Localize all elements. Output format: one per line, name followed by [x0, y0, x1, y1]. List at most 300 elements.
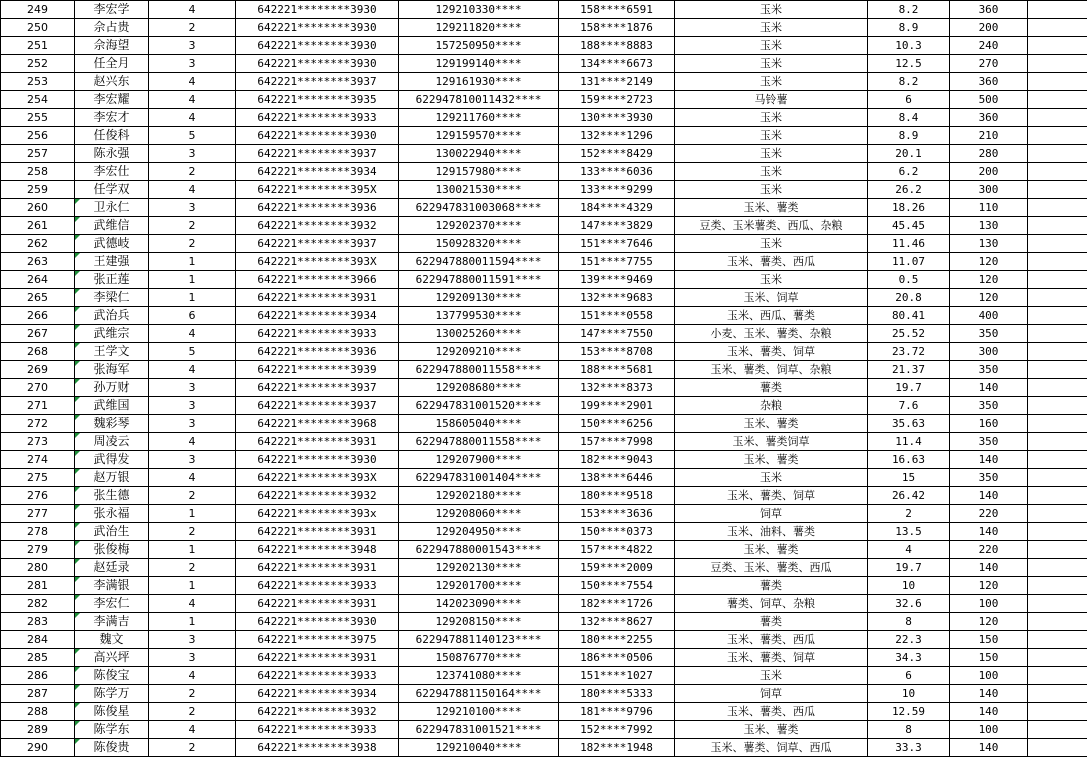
- crop-types-cell[interactable]: [675, 559, 868, 577]
- subsidy-amount-cell[interactable]: [950, 559, 1028, 577]
- planting-area-cell[interactable]: [868, 55, 950, 73]
- crop-types-cell[interactable]: [675, 73, 868, 91]
- id-number-cell[interactable]: [236, 271, 399, 289]
- empty-cell-cell[interactable]: [1028, 325, 1087, 343]
- subsidy-amount-cell[interactable]: [950, 343, 1028, 361]
- household-size-cell[interactable]: [149, 541, 236, 559]
- phone-number-cell[interactable]: [559, 55, 675, 73]
- empty-cell-cell[interactable]: [1028, 307, 1087, 325]
- bank-account-cell[interactable]: [399, 163, 559, 181]
- id-number-cell[interactable]: [236, 541, 399, 559]
- crop-types-cell[interactable]: [675, 415, 868, 433]
- empty-cell-cell[interactable]: [1028, 73, 1087, 91]
- phone-number-cell[interactable]: [559, 433, 675, 451]
- id-number-cell[interactable]: [236, 91, 399, 109]
- household-size-cell[interactable]: [149, 523, 236, 541]
- id-number-cell[interactable]: [236, 667, 399, 685]
- subsidy-amount-cell[interactable]: [950, 613, 1028, 631]
- bank-account-cell[interactable]: [399, 667, 559, 685]
- empty-cell-cell[interactable]: [1028, 91, 1087, 109]
- household-size-cell[interactable]: [149, 721, 236, 739]
- empty-cell-cell[interactable]: [1028, 163, 1087, 181]
- subsidy-amount-cell[interactable]: [950, 649, 1028, 667]
- id-number-cell[interactable]: [236, 343, 399, 361]
- id-number-cell[interactable]: [236, 469, 399, 487]
- empty-cell-cell[interactable]: [1028, 253, 1087, 271]
- bank-account-cell[interactable]: [399, 397, 559, 415]
- planting-area-cell[interactable]: [868, 613, 950, 631]
- farmer-name-cell[interactable]: [75, 199, 149, 217]
- crop-types-cell[interactable]: [675, 613, 868, 631]
- planting-area-cell[interactable]: [868, 199, 950, 217]
- farmer-name-cell[interactable]: [75, 253, 149, 271]
- crop-types-cell[interactable]: [675, 19, 868, 37]
- id-number-cell[interactable]: [236, 595, 399, 613]
- row-number-cell[interactable]: [1, 523, 75, 541]
- household-size-cell[interactable]: [149, 271, 236, 289]
- farmer-name-cell[interactable]: [75, 271, 149, 289]
- household-size-cell[interactable]: [149, 73, 236, 91]
- household-size-cell[interactable]: [149, 613, 236, 631]
- household-size-cell[interactable]: [149, 181, 236, 199]
- id-number-cell[interactable]: [236, 163, 399, 181]
- planting-area-cell[interactable]: [868, 37, 950, 55]
- id-number-cell[interactable]: [236, 451, 399, 469]
- empty-cell-cell[interactable]: [1028, 469, 1087, 487]
- farmer-name-cell[interactable]: [75, 631, 149, 649]
- phone-number-cell[interactable]: [559, 631, 675, 649]
- subsidy-amount-cell[interactable]: [950, 1, 1028, 19]
- farmer-name-cell[interactable]: [75, 1, 149, 19]
- farmer-name-cell[interactable]: [75, 649, 149, 667]
- empty-cell-cell[interactable]: [1028, 343, 1087, 361]
- row-number-cell[interactable]: [1, 343, 75, 361]
- crop-types-cell[interactable]: [675, 451, 868, 469]
- planting-area-cell[interactable]: [868, 235, 950, 253]
- empty-cell-cell[interactable]: [1028, 289, 1087, 307]
- subsidy-amount-cell[interactable]: [950, 181, 1028, 199]
- crop-types-cell[interactable]: [675, 307, 868, 325]
- crop-types-cell[interactable]: [675, 343, 868, 361]
- empty-cell-cell[interactable]: [1028, 415, 1087, 433]
- empty-cell-cell[interactable]: [1028, 397, 1087, 415]
- bank-account-cell[interactable]: [399, 577, 559, 595]
- planting-area-cell[interactable]: [868, 91, 950, 109]
- phone-number-cell[interactable]: [559, 469, 675, 487]
- id-number-cell[interactable]: [236, 415, 399, 433]
- phone-number-cell[interactable]: [559, 667, 675, 685]
- bank-account-cell[interactable]: [399, 307, 559, 325]
- phone-number-cell[interactable]: [559, 19, 675, 37]
- row-number-cell[interactable]: [1, 181, 75, 199]
- bank-account-cell[interactable]: [399, 451, 559, 469]
- crop-types-cell[interactable]: [675, 667, 868, 685]
- phone-number-cell[interactable]: [559, 253, 675, 271]
- subsidy-amount-cell[interactable]: [950, 55, 1028, 73]
- row-number-cell[interactable]: [1, 667, 75, 685]
- crop-types-cell[interactable]: [675, 163, 868, 181]
- subsidy-amount-cell[interactable]: [950, 721, 1028, 739]
- subsidy-amount-cell[interactable]: [950, 415, 1028, 433]
- farmer-name-cell[interactable]: [75, 721, 149, 739]
- phone-number-cell[interactable]: [559, 487, 675, 505]
- crop-types-cell[interactable]: [675, 109, 868, 127]
- phone-number-cell[interactable]: [559, 451, 675, 469]
- empty-cell-cell[interactable]: [1028, 685, 1087, 703]
- crop-types-cell[interactable]: [675, 577, 868, 595]
- farmer-name-cell[interactable]: [75, 541, 149, 559]
- id-number-cell[interactable]: [236, 433, 399, 451]
- empty-cell-cell[interactable]: [1028, 361, 1087, 379]
- bank-account-cell[interactable]: [399, 55, 559, 73]
- row-number-cell[interactable]: [1, 649, 75, 667]
- id-number-cell[interactable]: [236, 325, 399, 343]
- id-number-cell[interactable]: [236, 739, 399, 757]
- crop-types-cell[interactable]: [675, 199, 868, 217]
- planting-area-cell[interactable]: [868, 505, 950, 523]
- phone-number-cell[interactable]: [559, 181, 675, 199]
- row-number-cell[interactable]: [1, 379, 75, 397]
- subsidy-amount-cell[interactable]: [950, 739, 1028, 757]
- bank-account-cell[interactable]: [399, 379, 559, 397]
- bank-account-cell[interactable]: [399, 73, 559, 91]
- id-number-cell[interactable]: [236, 109, 399, 127]
- phone-number-cell[interactable]: [559, 307, 675, 325]
- row-number-cell[interactable]: [1, 451, 75, 469]
- phone-number-cell[interactable]: [559, 523, 675, 541]
- planting-area-cell[interactable]: [868, 451, 950, 469]
- empty-cell-cell[interactable]: [1028, 379, 1087, 397]
- subsidy-amount-cell[interactable]: [950, 73, 1028, 91]
- farmer-name-cell[interactable]: [75, 379, 149, 397]
- row-number-cell[interactable]: [1, 595, 75, 613]
- id-number-cell[interactable]: [236, 37, 399, 55]
- planting-area-cell[interactable]: [868, 721, 950, 739]
- crop-types-cell[interactable]: [675, 1, 868, 19]
- row-number-cell[interactable]: [1, 487, 75, 505]
- id-number-cell[interactable]: [236, 487, 399, 505]
- crop-types-cell[interactable]: [675, 703, 868, 721]
- farmer-name-cell[interactable]: [75, 181, 149, 199]
- phone-number-cell[interactable]: [559, 271, 675, 289]
- phone-number-cell[interactable]: [559, 109, 675, 127]
- household-size-cell[interactable]: [149, 109, 236, 127]
- crop-types-cell[interactable]: [675, 55, 868, 73]
- crop-types-cell[interactable]: [675, 541, 868, 559]
- planting-area-cell[interactable]: [868, 379, 950, 397]
- crop-types-cell[interactable]: [675, 685, 868, 703]
- empty-cell-cell[interactable]: [1028, 235, 1087, 253]
- empty-cell-cell[interactable]: [1028, 199, 1087, 217]
- phone-number-cell[interactable]: [559, 379, 675, 397]
- bank-account-cell[interactable]: [399, 217, 559, 235]
- planting-area-cell[interactable]: [868, 361, 950, 379]
- planting-area-cell[interactable]: [868, 343, 950, 361]
- household-size-cell[interactable]: [149, 37, 236, 55]
- bank-account-cell[interactable]: [399, 127, 559, 145]
- crop-types-cell[interactable]: [675, 469, 868, 487]
- farmer-name-cell[interactable]: [75, 343, 149, 361]
- farmer-name-cell[interactable]: [75, 523, 149, 541]
- row-number-cell[interactable]: [1, 469, 75, 487]
- empty-cell-cell[interactable]: [1028, 667, 1087, 685]
- subsidy-amount-cell[interactable]: [950, 451, 1028, 469]
- crop-types-cell[interactable]: [675, 721, 868, 739]
- phone-number-cell[interactable]: [559, 613, 675, 631]
- row-number-cell[interactable]: [1, 703, 75, 721]
- household-size-cell[interactable]: [149, 325, 236, 343]
- row-number-cell[interactable]: [1, 631, 75, 649]
- empty-cell-cell[interactable]: [1028, 181, 1087, 199]
- crop-types-cell[interactable]: [675, 181, 868, 199]
- household-size-cell[interactable]: [149, 199, 236, 217]
- bank-account-cell[interactable]: [399, 343, 559, 361]
- planting-area-cell[interactable]: [868, 1, 950, 19]
- row-number-cell[interactable]: [1, 109, 75, 127]
- household-size-cell[interactable]: [149, 91, 236, 109]
- household-size-cell[interactable]: [149, 397, 236, 415]
- phone-number-cell[interactable]: [559, 361, 675, 379]
- row-number-cell[interactable]: [1, 289, 75, 307]
- id-number-cell[interactable]: [236, 73, 399, 91]
- household-size-cell[interactable]: [149, 19, 236, 37]
- bank-account-cell[interactable]: [399, 199, 559, 217]
- subsidy-amount-cell[interactable]: [950, 325, 1028, 343]
- empty-cell-cell[interactable]: [1028, 595, 1087, 613]
- phone-number-cell[interactable]: [559, 1, 675, 19]
- row-number-cell[interactable]: [1, 613, 75, 631]
- bank-account-cell[interactable]: [399, 433, 559, 451]
- subsidy-amount-cell[interactable]: [950, 379, 1028, 397]
- phone-number-cell[interactable]: [559, 73, 675, 91]
- planting-area-cell[interactable]: [868, 271, 950, 289]
- planting-area-cell[interactable]: [868, 577, 950, 595]
- farmer-name-cell[interactable]: [75, 325, 149, 343]
- crop-types-cell[interactable]: [675, 361, 868, 379]
- bank-account-cell[interactable]: [399, 271, 559, 289]
- farmer-name-cell[interactable]: [75, 739, 149, 757]
- farmer-name-cell[interactable]: [75, 109, 149, 127]
- household-size-cell[interactable]: [149, 433, 236, 451]
- farmer-name-cell[interactable]: [75, 505, 149, 523]
- subsidy-amount-cell[interactable]: [950, 541, 1028, 559]
- subsidy-amount-cell[interactable]: [950, 631, 1028, 649]
- bank-account-cell[interactable]: [399, 523, 559, 541]
- planting-area-cell[interactable]: [868, 685, 950, 703]
- bank-account-cell[interactable]: [399, 505, 559, 523]
- planting-area-cell[interactable]: [868, 739, 950, 757]
- bank-account-cell[interactable]: [399, 649, 559, 667]
- planting-area-cell[interactable]: [868, 307, 950, 325]
- bank-account-cell[interactable]: [399, 685, 559, 703]
- farmer-name-cell[interactable]: [75, 577, 149, 595]
- phone-number-cell[interactable]: [559, 649, 675, 667]
- planting-area-cell[interactable]: [868, 415, 950, 433]
- farmer-name-cell[interactable]: [75, 289, 149, 307]
- planting-area-cell[interactable]: [868, 667, 950, 685]
- id-number-cell[interactable]: [236, 577, 399, 595]
- id-number-cell[interactable]: [236, 181, 399, 199]
- phone-number-cell[interactable]: [559, 91, 675, 109]
- row-number-cell[interactable]: [1, 145, 75, 163]
- phone-number-cell[interactable]: [559, 505, 675, 523]
- id-number-cell[interactable]: [236, 685, 399, 703]
- household-size-cell[interactable]: [149, 217, 236, 235]
- row-number-cell[interactable]: [1, 397, 75, 415]
- subsidy-amount-cell[interactable]: [950, 667, 1028, 685]
- id-number-cell[interactable]: [236, 199, 399, 217]
- row-number-cell[interactable]: [1, 325, 75, 343]
- id-number-cell[interactable]: [236, 55, 399, 73]
- id-number-cell[interactable]: [236, 649, 399, 667]
- bank-account-cell[interactable]: [399, 415, 559, 433]
- crop-types-cell[interactable]: [675, 397, 868, 415]
- subsidy-amount-cell[interactable]: [950, 685, 1028, 703]
- crop-types-cell[interactable]: [675, 595, 868, 613]
- bank-account-cell[interactable]: [399, 181, 559, 199]
- empty-cell-cell[interactable]: [1028, 739, 1087, 757]
- row-number-cell[interactable]: [1, 361, 75, 379]
- farmer-name-cell[interactable]: [75, 613, 149, 631]
- empty-cell-cell[interactable]: [1028, 127, 1087, 145]
- household-size-cell[interactable]: [149, 703, 236, 721]
- subsidy-amount-cell[interactable]: [950, 505, 1028, 523]
- phone-number-cell[interactable]: [559, 145, 675, 163]
- planting-area-cell[interactable]: [868, 73, 950, 91]
- crop-types-cell[interactable]: [675, 379, 868, 397]
- subsidy-amount-cell[interactable]: [950, 577, 1028, 595]
- row-number-cell[interactable]: [1, 739, 75, 757]
- household-size-cell[interactable]: [149, 559, 236, 577]
- row-number-cell[interactable]: [1, 55, 75, 73]
- farmer-name-cell[interactable]: [75, 487, 149, 505]
- id-number-cell[interactable]: [236, 721, 399, 739]
- farmer-name-cell[interactable]: [75, 361, 149, 379]
- id-number-cell[interactable]: [236, 253, 399, 271]
- empty-cell-cell[interactable]: [1028, 649, 1087, 667]
- phone-number-cell[interactable]: [559, 37, 675, 55]
- household-size-cell[interactable]: [149, 451, 236, 469]
- empty-cell-cell[interactable]: [1028, 559, 1087, 577]
- bank-account-cell[interactable]: [399, 721, 559, 739]
- row-number-cell[interactable]: [1, 91, 75, 109]
- crop-types-cell[interactable]: [675, 91, 868, 109]
- row-number-cell[interactable]: [1, 253, 75, 271]
- row-number-cell[interactable]: [1, 577, 75, 595]
- id-number-cell[interactable]: [236, 1, 399, 19]
- id-number-cell[interactable]: [236, 631, 399, 649]
- row-number-cell[interactable]: [1, 163, 75, 181]
- farmer-name-cell[interactable]: [75, 91, 149, 109]
- row-number-cell[interactable]: [1, 685, 75, 703]
- id-number-cell[interactable]: [236, 217, 399, 235]
- row-number-cell[interactable]: [1, 541, 75, 559]
- subsidy-amount-cell[interactable]: [950, 433, 1028, 451]
- farmer-name-cell[interactable]: [75, 55, 149, 73]
- household-size-cell[interactable]: [149, 307, 236, 325]
- crop-types-cell[interactable]: [675, 487, 868, 505]
- planting-area-cell[interactable]: [868, 109, 950, 127]
- phone-number-cell[interactable]: [559, 235, 675, 253]
- bank-account-cell[interactable]: [399, 145, 559, 163]
- subsidy-amount-cell[interactable]: [950, 37, 1028, 55]
- household-size-cell[interactable]: [149, 253, 236, 271]
- empty-cell-cell[interactable]: [1028, 37, 1087, 55]
- empty-cell-cell[interactable]: [1028, 109, 1087, 127]
- phone-number-cell[interactable]: [559, 199, 675, 217]
- planting-area-cell[interactable]: [868, 469, 950, 487]
- id-number-cell[interactable]: [236, 145, 399, 163]
- planting-area-cell[interactable]: [868, 649, 950, 667]
- empty-cell-cell[interactable]: [1028, 451, 1087, 469]
- empty-cell-cell[interactable]: [1028, 541, 1087, 559]
- phone-number-cell[interactable]: [559, 721, 675, 739]
- farmer-name-cell[interactable]: [75, 433, 149, 451]
- subsidy-amount-cell[interactable]: [950, 307, 1028, 325]
- farmer-name-cell[interactable]: [75, 19, 149, 37]
- farmer-name-cell[interactable]: [75, 703, 149, 721]
- subsidy-amount-cell[interactable]: [950, 469, 1028, 487]
- crop-types-cell[interactable]: [675, 523, 868, 541]
- subsidy-amount-cell[interactable]: [950, 487, 1028, 505]
- farmer-name-cell[interactable]: [75, 73, 149, 91]
- household-size-cell[interactable]: [149, 469, 236, 487]
- crop-types-cell[interactable]: [675, 289, 868, 307]
- household-size-cell[interactable]: [149, 127, 236, 145]
- bank-account-cell[interactable]: [399, 541, 559, 559]
- farmer-name-cell[interactable]: [75, 235, 149, 253]
- planting-area-cell[interactable]: [868, 163, 950, 181]
- row-number-cell[interactable]: [1, 505, 75, 523]
- planting-area-cell[interactable]: [868, 559, 950, 577]
- household-size-cell[interactable]: [149, 631, 236, 649]
- subsidy-amount-cell[interactable]: [950, 145, 1028, 163]
- farmer-name-cell[interactable]: [75, 307, 149, 325]
- crop-types-cell[interactable]: [675, 37, 868, 55]
- household-size-cell[interactable]: [149, 235, 236, 253]
- empty-cell-cell[interactable]: [1028, 1, 1087, 19]
- id-number-cell[interactable]: [236, 307, 399, 325]
- planting-area-cell[interactable]: [868, 487, 950, 505]
- subsidy-amount-cell[interactable]: [950, 217, 1028, 235]
- id-number-cell[interactable]: [236, 361, 399, 379]
- bank-account-cell[interactable]: [399, 703, 559, 721]
- phone-number-cell[interactable]: [559, 397, 675, 415]
- crop-types-cell[interactable]: [675, 505, 868, 523]
- bank-account-cell[interactable]: [399, 361, 559, 379]
- bank-account-cell[interactable]: [399, 613, 559, 631]
- row-number-cell[interactable]: [1, 721, 75, 739]
- empty-cell-cell[interactable]: [1028, 703, 1087, 721]
- bank-account-cell[interactable]: [399, 559, 559, 577]
- row-number-cell[interactable]: [1, 415, 75, 433]
- planting-area-cell[interactable]: [868, 631, 950, 649]
- empty-cell-cell[interactable]: [1028, 19, 1087, 37]
- phone-number-cell[interactable]: [559, 577, 675, 595]
- farmer-name-cell[interactable]: [75, 397, 149, 415]
- subsidy-amount-cell[interactable]: [950, 703, 1028, 721]
- crop-types-cell[interactable]: [675, 271, 868, 289]
- household-size-cell[interactable]: [149, 289, 236, 307]
- id-number-cell[interactable]: [236, 703, 399, 721]
- planting-area-cell[interactable]: [868, 523, 950, 541]
- bank-account-cell[interactable]: [399, 37, 559, 55]
- household-size-cell[interactable]: [149, 505, 236, 523]
- phone-number-cell[interactable]: [559, 127, 675, 145]
- subsidy-amount-cell[interactable]: [950, 361, 1028, 379]
- household-size-cell[interactable]: [149, 487, 236, 505]
- empty-cell-cell[interactable]: [1028, 631, 1087, 649]
